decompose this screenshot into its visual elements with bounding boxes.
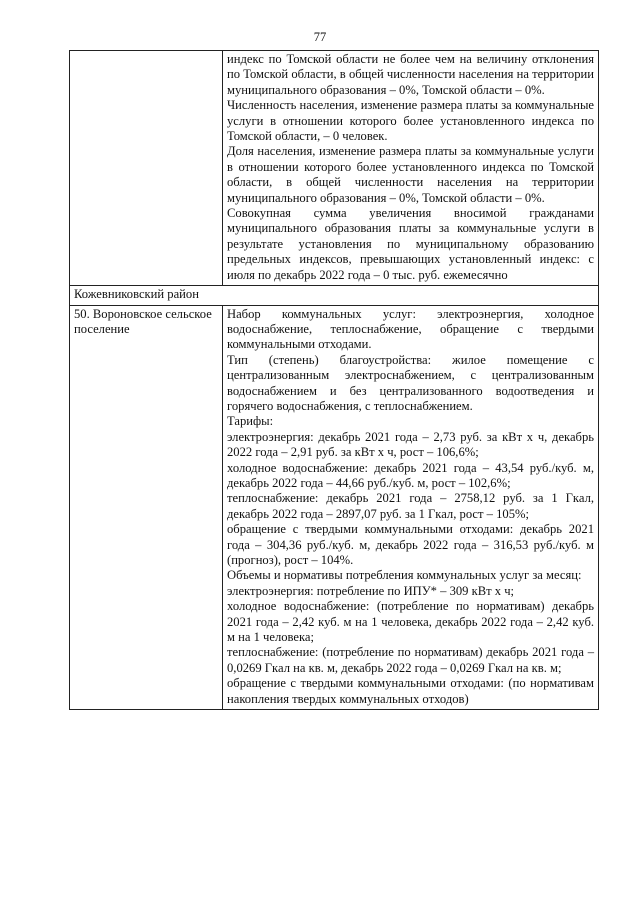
- region-title: Кожевниковский район: [70, 286, 599, 305]
- municipality-cell: [70, 51, 223, 286]
- paragraph: холодное водоснабжение: декабрь 2021 года – 43,54 руб./куб. м, декабрь 2022 года – 44,66 руб./куб. м, рост – 102,6%;: [227, 460, 594, 490]
- paragraph: электроэнергия: декабрь 2021 года – 2,73 руб. за кВт х ч, декабрь 2022 года – 2,91 руб. за кВт х ч, рост – 106,6%;: [227, 429, 594, 460]
- description-cell: [223, 51, 599, 286]
- paragraph: электроэнергия: потребление по ИПУ* – 309 кВт х ч;: [227, 583, 515, 598]
- description-cell: [223, 305, 599, 710]
- paragraph: Объемы и нормативы потребления коммунальных услуг за месяц:: [227, 568, 582, 583]
- paragraph: Численность населения, изменение размера платы за коммунальные услуги в отношении которого более установленного индекса по Томской области, – 0 человек.: [227, 98, 594, 144]
- paragraph: Доля населения, изменение размера платы за коммунальные услуги в отношении которого более установленного индекса по Томской области, в общей численности населения на территории муниципального образования – 0%, Томской области – 0%.: [227, 144, 594, 205]
- paragraph: индекс по Томской области не более чем на величину отклонения по Томской области, в общей численности населения на территории муниципального образования – 0%, Томской области – 0%.: [227, 52, 594, 97]
- paragraph: теплоснабжение: декабрь 2021 года – 2758,12 руб. за 1 Гкал, декабрь 2022 года – 2897,07 руб. за 1 Гкал, рост – 105%;: [227, 491, 594, 521]
- paragraph: холодное водоснабжение: (потребление по нормативам) декабрь 2021 года – 2,42 куб. м на 1 человека, декабрь 2022 года – 2,42 куб. м на 1 человека;: [227, 599, 594, 645]
- paragraph: обращение с твердыми коммунальными отходами: (по нормативам накопления твердых коммунальных отходов): [227, 676, 594, 706]
- table-row: [70, 305, 599, 710]
- paragraph: обращение с твердыми коммунальными отходами: декабрь 2021 года – 304,36 руб./куб. м, декабрь 2022 года – 316,53 руб./куб. м (прогноз), рост – 104%.: [227, 522, 594, 567]
- municipality-cell: 50. Вороновское сельское поселение: [70, 305, 223, 710]
- paragraph: Тарифы:: [227, 414, 274, 429]
- paragraph: Тип (степень) благоустройства: жилое помещение с централизованным электроснабжением, с централизованным водоснабжением и без централизованного водоотведения и горячего водоснабжения, с теплоснабжением.: [227, 352, 594, 413]
- table-row: [70, 286, 599, 305]
- paragraph: Набор коммунальных услуг: электроэнергия, холодное водоснабжение, теплоснабжение, обращение с твердыми коммунальными отходами.: [227, 306, 594, 352]
- table-row: [70, 51, 599, 286]
- municipal-tariffs-table: [69, 50, 599, 710]
- paragraph: теплоснабжение: (потребление по нормативам) декабрь 2021 года – 0,0269 Гкал на кв. м, декабрь 2022 года – 0,0269 Гкал на кв. м;: [227, 645, 594, 675]
- paragraph: Совокупная сумма увеличения вносимой гражданами муниципального образования платы за коммунальные услуги в результате установления по муниципальному образованию предельных индексов, превышающих установленный индекс: с июля по декабрь 2022 года – 0 тыс. руб. ежемесячно: [227, 206, 594, 282]
- page-number: 77: [313, 30, 327, 44]
